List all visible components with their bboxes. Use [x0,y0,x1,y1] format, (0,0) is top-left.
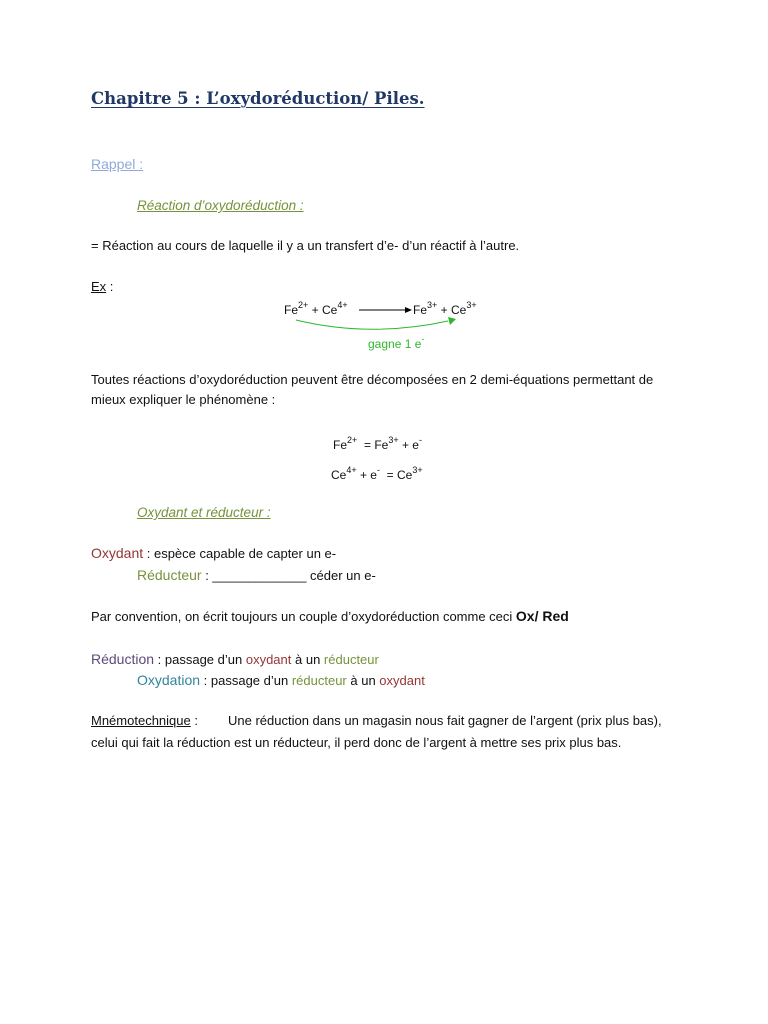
eq-ce-charge: 4+ [337,300,348,310]
oxydation-definition [137,672,425,688]
h1-fe: Fe [333,438,348,452]
oxydation-t1: : passage d’un [200,673,292,688]
reduction-t2: à un [291,652,324,667]
h2-eq: = [386,468,394,482]
reduction-t1: : passage d’un [154,652,246,667]
half-equation-fe [333,435,422,452]
h1-e-charge: - [418,435,422,445]
oxydant-label: Oxydant [91,545,144,561]
redox-equation-left [284,300,348,317]
oxydant-def: : espèce capable de capter un e- [143,546,337,561]
page-title: Chapitre 5 : L’oxydoréduction/ Piles. [91,89,425,108]
h2-ce: Ce [331,468,347,482]
h2-e-charge: - [376,465,380,475]
mnemo-label: Mnémotechnique [91,713,191,728]
oxydation-oxydant: oxydant [379,673,425,688]
reduction-oxydant: oxydant [245,652,292,667]
h2-ce3-charge: 3+ [412,465,423,475]
mnemo-colon: : [190,713,198,728]
h1-plus-e: + e [401,438,419,452]
rappel-heading: Rappel : [91,156,144,172]
h1-fe-charge: 2+ [347,435,358,445]
gain-charge: - [421,334,425,344]
oxydation-label: Oxydation [137,672,201,688]
eq-plus-ce-product: + Ce [440,303,467,317]
ox-red-notation: Ox/ Red [515,608,569,624]
definition-text: = Réaction au cours de laquelle il y a un transfert d’e- d’un réactif à l’autre. [91,238,520,253]
mnemo-line2: celui qui fait la réduction est un réducteur, il perd donc de l’argent à mettre ses prix plus bas. [91,735,622,750]
h1-eq: = [363,438,371,452]
reduction-label: Réduction [91,651,155,667]
oxydant-definition [91,545,336,561]
h1-fe3: Fe [374,438,389,452]
section-heading-oxydant-reducteur: Oxydant et réducteur : [137,505,271,520]
reducteur-definition [137,567,376,583]
electron-gain-label [368,334,424,351]
oxydation-t2: à un [346,673,380,688]
convention-text [91,608,569,624]
paragraph-line2: mieux expliquer le phénomène : [91,392,276,407]
reduction-reducteur: réducteur [323,652,379,667]
section-heading-oxydoreduction: Réaction d’oxydoréduction : [137,198,304,213]
reduction-definition [91,651,379,667]
eq-fe-product-charge: 3+ [427,300,438,310]
ex-colon: : [106,279,114,294]
mnemo-line1: Une réduction dans un magasin nous fait gagner de l’argent (prix plus bas), [228,713,662,728]
eq-fe-charge: 2+ [298,300,309,310]
ex-label: Ex [91,279,107,294]
eq-plus-ce: + Ce [311,303,338,317]
reducteur-label: Réducteur [137,567,202,583]
h1-fe3-charge: 3+ [388,435,399,445]
paragraph-line1: Toutes réactions d’oxydoréduction peuvent être décomposées en 2 demi-équations permettant de [91,372,654,387]
redox-equation-right [413,300,477,317]
example-label [91,279,113,294]
electron-transfer-arrow-icon [290,316,470,336]
eq-ce-product-charge: 3+ [466,300,477,310]
eq-fe-product: Fe [413,303,428,317]
gain-text: gagne 1 e [368,337,422,351]
h2-ce-charge: 4+ [346,465,357,475]
reducteur-def: : _____________ céder un e- [201,568,376,583]
h2-ce3: Ce [397,468,413,482]
half-equation-ce [331,465,423,482]
eq-fe: Fe [284,303,299,317]
oxydation-reducteur: réducteur [291,673,347,688]
mnemo-label-block [91,713,198,728]
h2-plus-e: + e [359,468,377,482]
convention-line: Par convention, on écrit toujours un couple d’oxydoréduction comme ceci [91,609,516,624]
